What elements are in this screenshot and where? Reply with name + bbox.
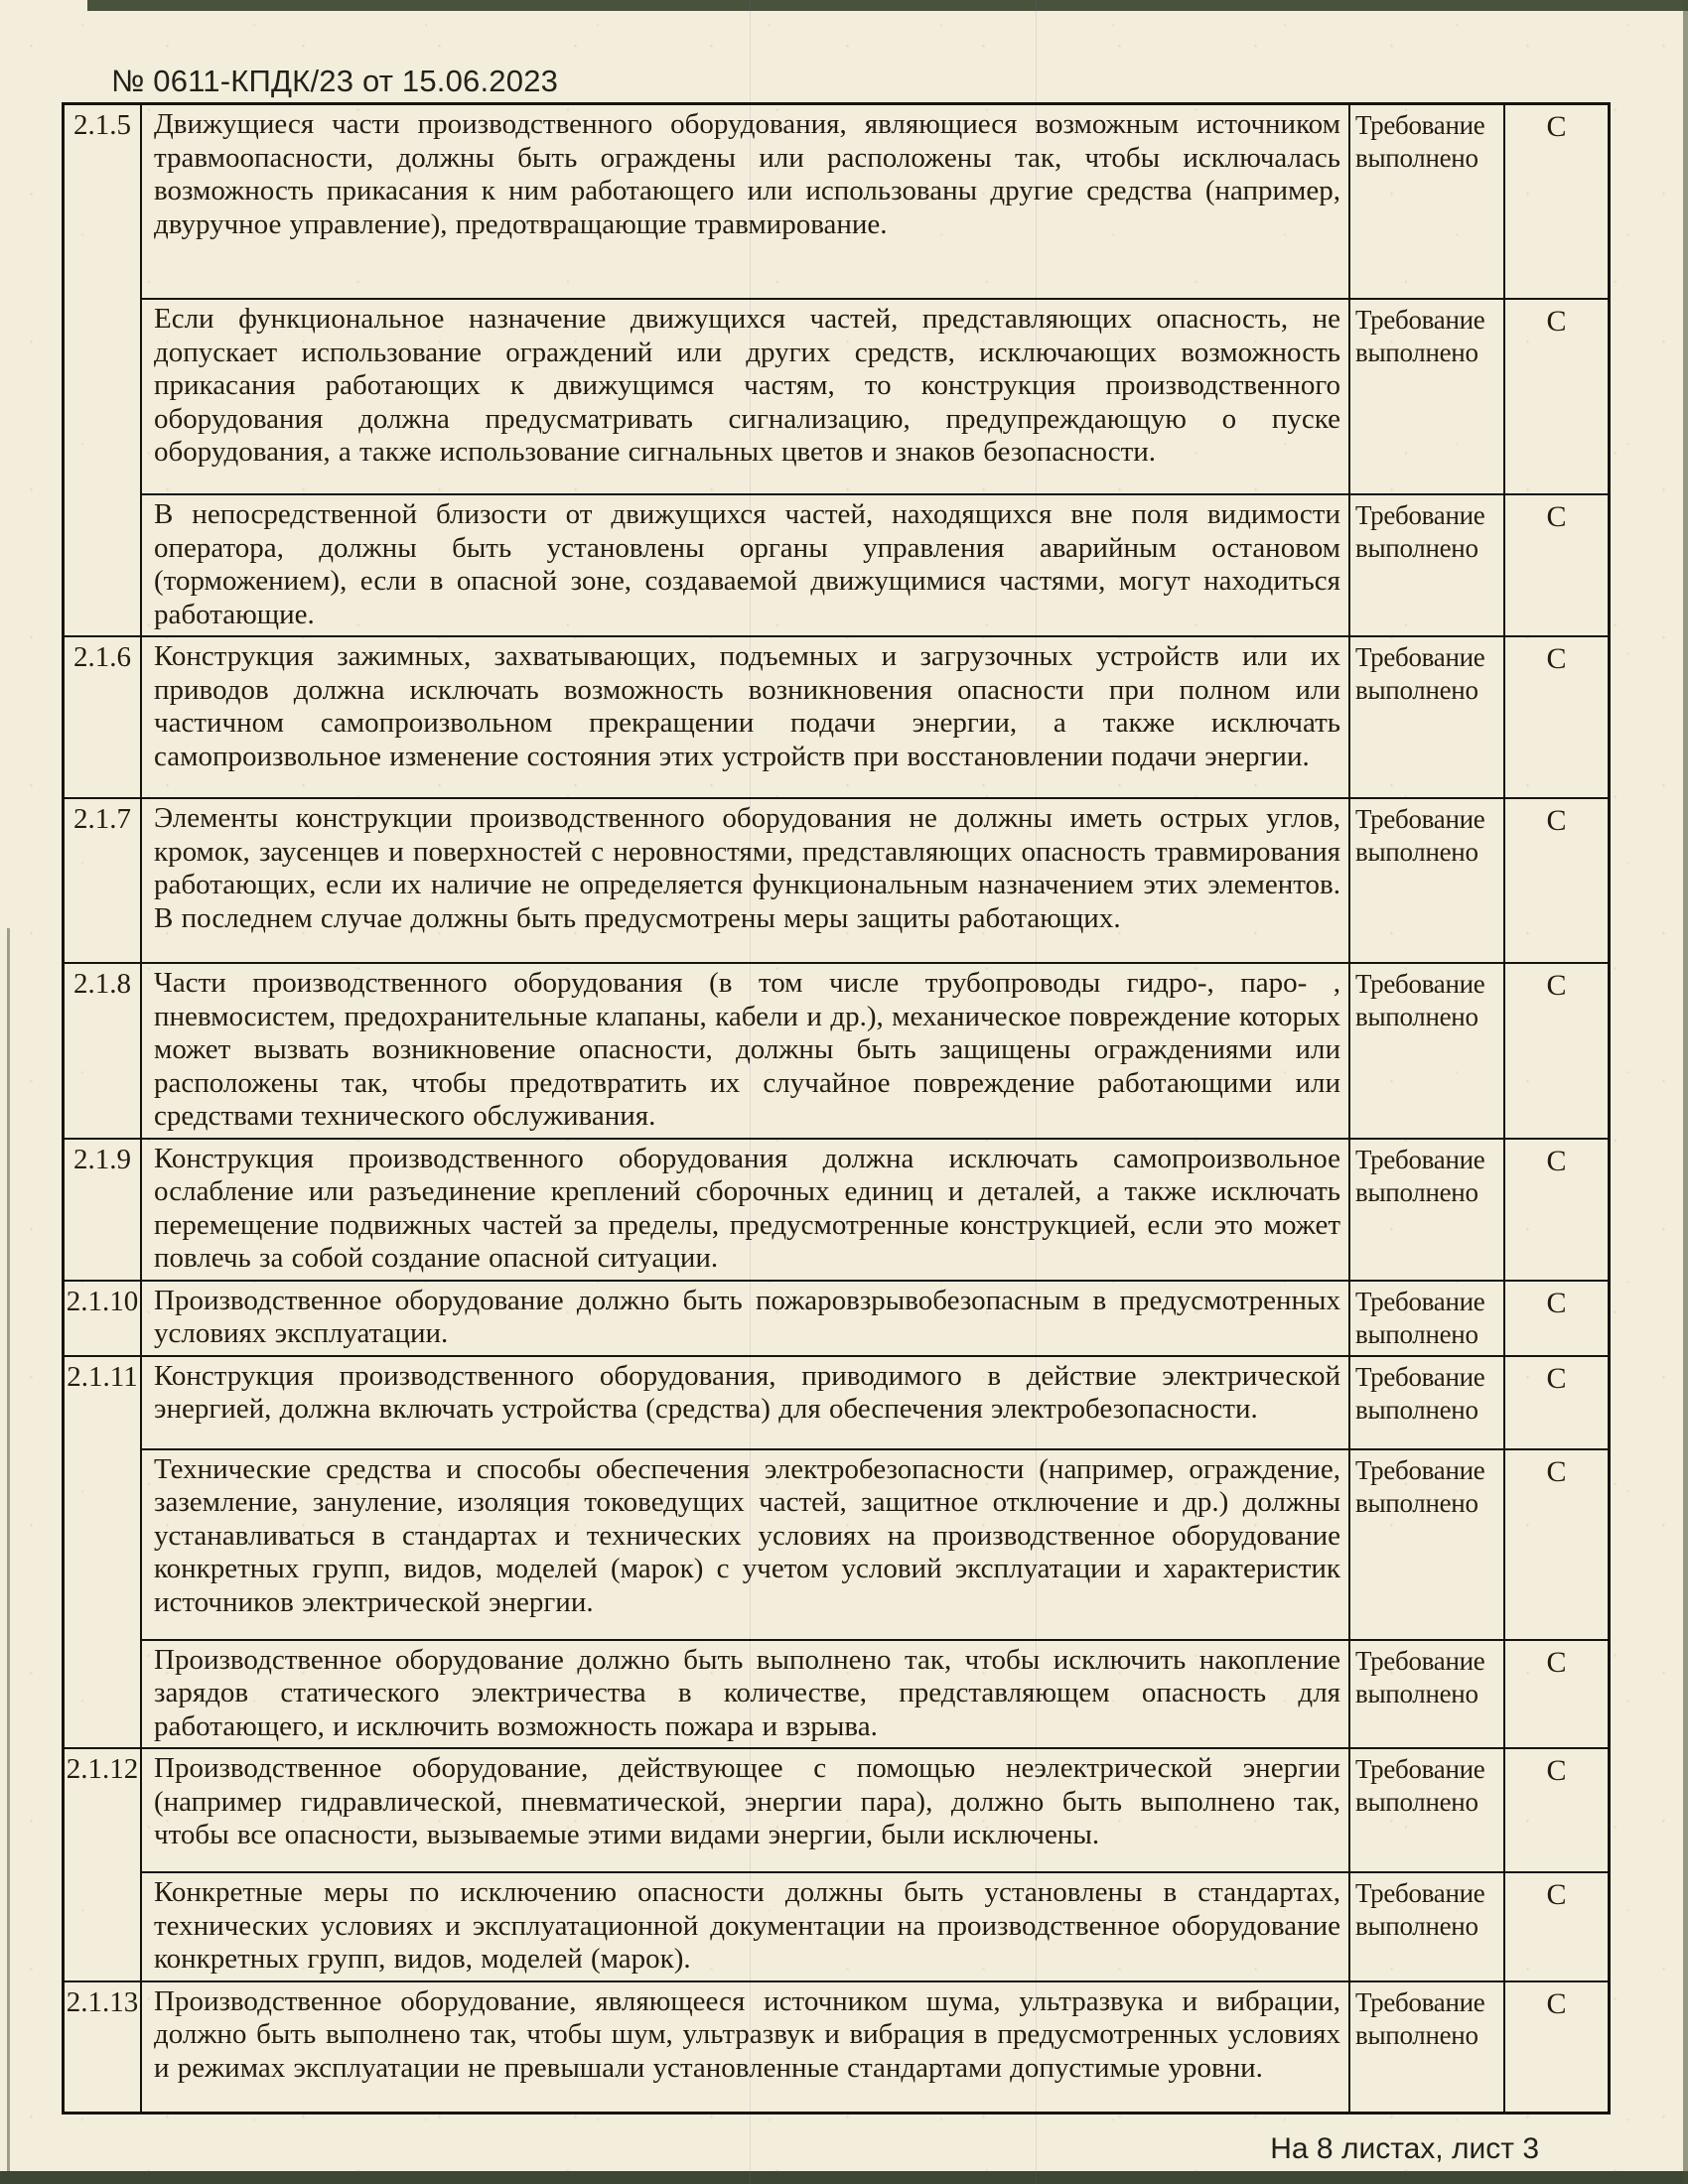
requirement-text: Технические средства и способы обеспечения электробезопасности (например, ограждение, заземление, зануление, изоляция токоведущих частей, защитное отключение и др.) должны устанавливаться в стандартах и технических условиях на производственное оборудование конкретных групп, видов, моделей (марок) с учетом условий эксплуатации и характеристик источников электрической энергии.: [142, 1448, 1350, 1639]
requirement-text: Производственное оборудование, действующее с помощью неэлектрической энергии (например гидравлической, пневматической, энергии пара), должно быть выполнено так, чтобы все опасности, вызываемые этими видами энергии, были исключены.: [142, 1747, 1350, 1871]
status-text: Требование выполнено: [1350, 105, 1505, 298]
conformity-mark: С: [1505, 1747, 1608, 1871]
status-text: Требование выполнено: [1350, 635, 1505, 797]
requirement-text: Конструкция зажимных, захватывающих, подъемных и загрузочных устройств или их приводов должна исключать возможность возникновения опасности при полном или частичном самопроизвольном прекращении подачи энергии, а также исключать самопроизвольное изменение состояния этих устройств при восстановлении подачи энергии.: [142, 635, 1350, 797]
conformity-mark: С: [1505, 1639, 1608, 1748]
requirements-table: [62, 102, 1611, 2115]
requirement-number: [65, 1448, 142, 1639]
conformity-mark: С: [1505, 1355, 1608, 1448]
table-row: [65, 797, 1608, 962]
table-row: [65, 298, 1608, 493]
table-row: [65, 105, 1608, 298]
requirement-text: Движущиеся части производственного оборудования, являющиеся возможным источником травмоопасности, должны быть ограждены или расположены так, чтобы исключалась возможность прикасания к ним работающего или использованы другие средства (например, двуручное управление), предотвращающие травмирование.: [142, 105, 1350, 298]
requirement-number: 2.1.13: [65, 1980, 142, 2112]
requirement-text: Конкретные меры по исключению опасности должны быть установлены в стандартах, технических условиях и эксплуатационной документации на производственное оборудование конкретных групп, видов, моделей (марок).: [142, 1871, 1350, 1980]
conformity-mark: С: [1505, 1871, 1608, 1980]
conformity-mark: С: [1505, 298, 1608, 493]
table-row: [65, 635, 1608, 797]
scan-edge-top: [87, 0, 1688, 11]
requirement-number: 2.1.6: [65, 635, 142, 797]
scan-edge-right: [1683, 0, 1688, 2184]
sheet-counter: На 8 листах, лист 3: [1270, 2132, 1539, 2165]
requirement-text: В непосредственной близости от движущихся частей, находящихся вне поля видимости оператора, должны быть установлены органы управления аварийным остановом (торможением), если в опасной зоне, создаваемой движущимися частями, могут находиться работающие.: [142, 493, 1350, 635]
table-row: [65, 493, 1608, 635]
status-text: Требование выполнено: [1350, 1448, 1505, 1639]
status-text: Требование выполнено: [1350, 1138, 1505, 1280]
status-text: Требование выполнено: [1350, 1747, 1505, 1871]
requirement-number: 2.1.5: [65, 105, 142, 298]
conformity-mark: С: [1505, 1980, 1608, 2112]
status-text: Требование выполнено: [1350, 962, 1505, 1138]
conformity-mark: С: [1505, 493, 1608, 635]
conformity-mark: С: [1505, 797, 1608, 962]
requirement-number: 2.1.8: [65, 962, 142, 1138]
status-text: Требование выполнено: [1350, 298, 1505, 493]
table-row: [65, 1448, 1608, 1639]
conformity-mark: С: [1505, 635, 1608, 797]
requirement-text: Производственное оборудование должно быть выполнено так, чтобы исключить накопление зарядов статического электричества в количестве, представляющем опасность для работающего, и исключить возможность пожара и взрыва.: [142, 1639, 1350, 1748]
requirement-number: [65, 1639, 142, 1748]
conformity-mark: С: [1505, 1448, 1608, 1639]
scan-edge-bottom: [0, 2171, 1688, 2184]
scan-edge-left: [7, 928, 10, 2171]
requirement-number: 2.1.11: [65, 1355, 142, 1448]
table-row: [65, 1355, 1608, 1448]
requirement-number: [65, 493, 142, 635]
document-number: № 0611-КПДК/23 от 15.06.2023: [111, 64, 559, 98]
status-text: Требование выполнено: [1350, 1980, 1505, 2112]
table-row: [65, 1280, 1608, 1355]
requirement-number: 2.1.7: [65, 797, 142, 962]
table-row: [65, 1138, 1608, 1280]
table-row: [65, 962, 1608, 1138]
requirement-text: Если функциональное назначение движущихся частей, представляющих опасность, не допускает использование ограждений или других средств, исключающих возможность прикасания работающих к движущимся частям, то конструкция производственного оборудования должна предусматривать сигнализацию, предупреждающую о пуске оборудования, а также использование сигнальных цветов и знаков безопасности.: [142, 298, 1350, 493]
requirement-text: Части производственного оборудования (в том числе трубопроводы гидро-, паро- , пневмосистем, предохранительные клапаны, кабели и др.), механическое повреждение которых может вызвать возникновение опасности, должны быть защищены ограждениями или расположены так, чтобы предотвратить их случайное повреждение работающими или средствами технического обслуживания.: [142, 962, 1350, 1138]
table-row: [65, 1639, 1608, 1748]
table-row: [65, 1980, 1608, 2112]
requirement-text: Производственное оборудование должно быть пожаровзрывобезопасным в предусмотренных условиях эксплуатации.: [142, 1280, 1350, 1355]
status-text: Требование выполнено: [1350, 1280, 1505, 1355]
status-text: Требование выполнено: [1350, 1871, 1505, 1980]
requirement-number: 2.1.10: [65, 1280, 142, 1355]
status-text: Требование выполнено: [1350, 493, 1505, 635]
conformity-mark: С: [1505, 1280, 1608, 1355]
status-text: Требование выполнено: [1350, 1639, 1505, 1748]
requirement-text: Элементы конструкции производственного оборудования не должны иметь острых углов, кромок, заусенцев и поверхностей с неровностями, представляющих опасность травмирования работающих, если их наличие не определяется функциональным назначением этих элементов. В последнем случае должны быть предусмотрены меры защиты работающих.: [142, 797, 1350, 962]
conformity-mark: С: [1505, 1138, 1608, 1280]
status-text: Требование выполнено: [1350, 1355, 1505, 1448]
requirement-text: Конструкция производственного оборудования, приводимого в действие электрической энергией, должна включать устройства (средства) для обеспечения электробезопасности.: [142, 1355, 1350, 1448]
requirement-text: Конструкция производственного оборудования должна исключать самопроизвольное ослабление или разъединение креплений сборочных единиц и деталей, а также исключать перемещение подвижных частей за пределы, предусмотренные конструкцией, если это может повлечь за собой создание опасной ситуации.: [142, 1138, 1350, 1280]
table-row: [65, 1747, 1608, 1871]
conformity-mark: С: [1546, 110, 1567, 143]
status-text: Требование выполнено: [1350, 797, 1505, 962]
conformity-mark: С: [1505, 962, 1608, 1138]
requirement-number: 2.1.12: [65, 1747, 142, 1871]
requirement-number: [65, 1871, 142, 1980]
requirement-number: [65, 298, 142, 493]
table-row: [65, 1871, 1608, 1980]
requirement-number: 2.1.9: [65, 1138, 142, 1280]
requirement-text: Производственное оборудование, являющееся источником шума, ультразвука и вибрации, должно быть выполнено так, чтобы шум, ультразвук и вибрация в предусмотренных условиях и режимах эксплуатации не превышали установленные стандартами допустимые уровни.: [142, 1980, 1350, 2112]
